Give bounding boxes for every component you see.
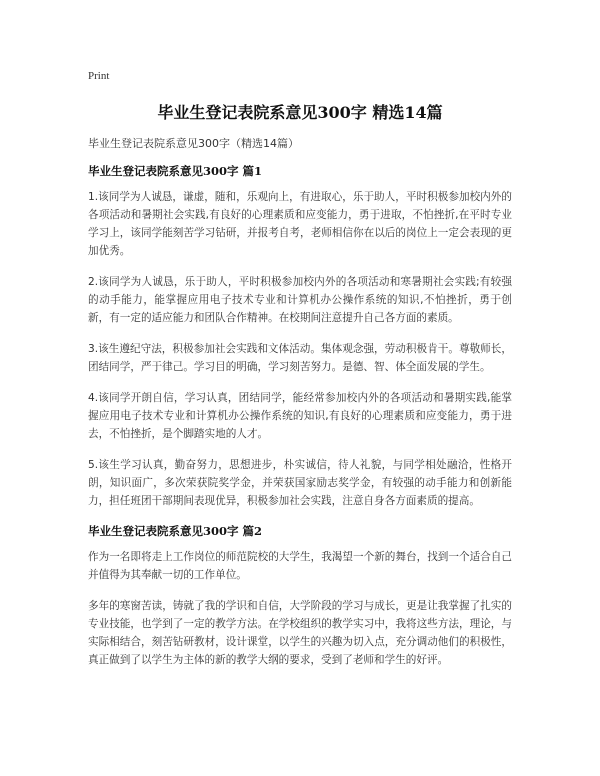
print-label: Print	[88, 70, 110, 82]
section-heading: 毕业生登记表院系意见300字 篇2	[88, 524, 263, 538]
paragraph: 多年的寒窗苦读，铸就了我的学识和自信，大学阶段的学习与成长，更是让我掌握了扎实的专业技能，也学到了一定的教学方法。在学校组织的教学实习中，我将这些方法，理论，与实际相结合，刻苦钻研教材，设计课堂，以学生的兴趣为切入点，充分调动他们的积极性，真正做到了以学生为主体的新的教学大纲的要求，受到了老师和学生的好评。	[88, 600, 512, 666]
page-subtitle: 毕业生登记表院系意见300字（精选14篇）	[88, 137, 299, 150]
paragraph: 4.该同学开朗自信，学习认真，团结同学，能经常参加校内外的各项活动和暑期实践,能掌握应用电子技术专业和计算机办公操作系统的知识,有良好的心理素质和应变能力，勇于进去，不怕挫折，是个脚踏实地的人才。	[88, 392, 512, 440]
paragraph: 3.该生遵纪守法，积极参加社会实践和文体活动。集体观念强，劳动积极肯干。尊敬师长，团结同学，严于律己。学习目的明确，学习刻苦努力。是德、智、体全面发展的学生。	[88, 343, 512, 373]
section-heading: 毕业生登记表院系意见300字 篇1	[88, 164, 263, 178]
section-2	[88, 523, 512, 669]
page-title: 毕业生登记表院系意见300字 精选14篇	[157, 103, 443, 122]
section-1	[88, 163, 512, 510]
paragraph: 1.该同学为人诚恳，谦虚，随和，乐观向上，有进取心，乐于助人，平时积极参加校内外的各项活动和暑期社会实践,有良好的心理素质和应变能力，勇于进取，不怕挫折,在平时专业学习上，该同学能刻苦学习钻研，并报考自考，老师相信你在以后的岗位上一定会表现的更加优秀。	[88, 191, 512, 257]
paragraph: 作为一名即将走上工作岗位的师范院校的大学生，我渴望一个新的舞台，找到一个适合自己并值得为其奉献一切的工作单位。	[88, 551, 512, 581]
paragraph: 5.该生学习认真，勤奋努力，思想进步，朴实诚信，待人礼貌，与同学相处融洽，性格开朗，知识面广，多次荣获院奖学金，并荣获国家励志奖学金，有较强的动手能力和创新能力，担任班团干部期间表现优异，积极参加社会实践，注意自身各方面素质的提高。	[88, 459, 512, 507]
paragraph: 2.该同学为人诚恳，乐于助人，平时积极参加校内外的各项活动和寒暑期社会实践;有较强的动手能力，能掌握应用电子技术专业和计算机办公操作系统的知识,不怕挫折，勇于创新，有一定的适应能力和团队合作精神。在校期间注意提升自己各方面的素质。	[88, 276, 512, 324]
